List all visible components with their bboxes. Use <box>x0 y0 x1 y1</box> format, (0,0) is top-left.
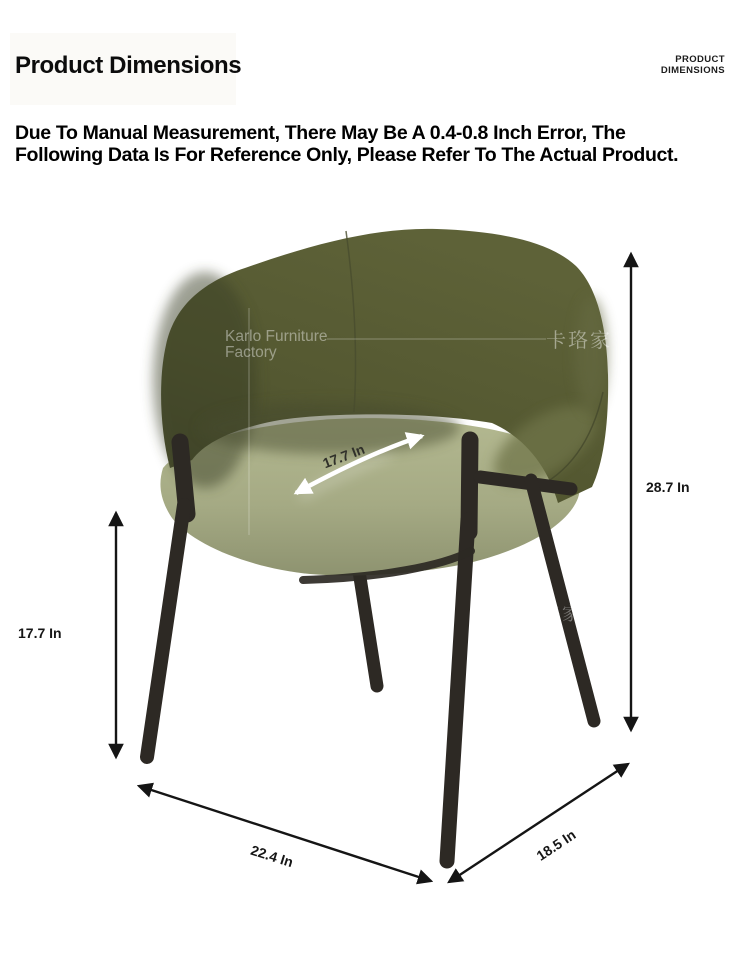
corner-label-line1: PRODUCT <box>675 54 725 65</box>
overall-depth-arrow <box>449 764 628 882</box>
chair-front-left-leg <box>147 505 184 757</box>
brand-watermark-line2: Factory <box>225 344 277 361</box>
cn-watermark-lower: 珞家 <box>542 604 582 624</box>
backrest-lower-shadow <box>200 402 460 454</box>
chair-front-right-leg <box>447 520 468 861</box>
overall-depth-label: 18.5 In <box>533 826 579 864</box>
disclaimer-line1: Due To Manual Measurement, There May Be A 0.4-0.8 Inch Error, The <box>15 122 626 144</box>
corner-label-line2: DIMENSIONS <box>660 65 725 76</box>
overall-height-label: 28.7 In <box>646 479 690 495</box>
brand-watermark-line1: Karlo Furniture <box>225 328 328 345</box>
seat-height-label: 17.7 In <box>18 625 62 641</box>
page-title: Product Dimensions <box>15 52 242 79</box>
disclaimer-line2: Following Data Is For Reference Only, Please Refer To The Actual Product. <box>15 144 679 166</box>
backrest-left-shadow <box>153 272 257 488</box>
cn-watermark-upper: 卡珞家 <box>546 330 612 352</box>
seat-width-label: 17.7 In <box>320 440 367 472</box>
chair <box>147 229 612 864</box>
overall-width-label: 22.4 In <box>248 841 296 871</box>
